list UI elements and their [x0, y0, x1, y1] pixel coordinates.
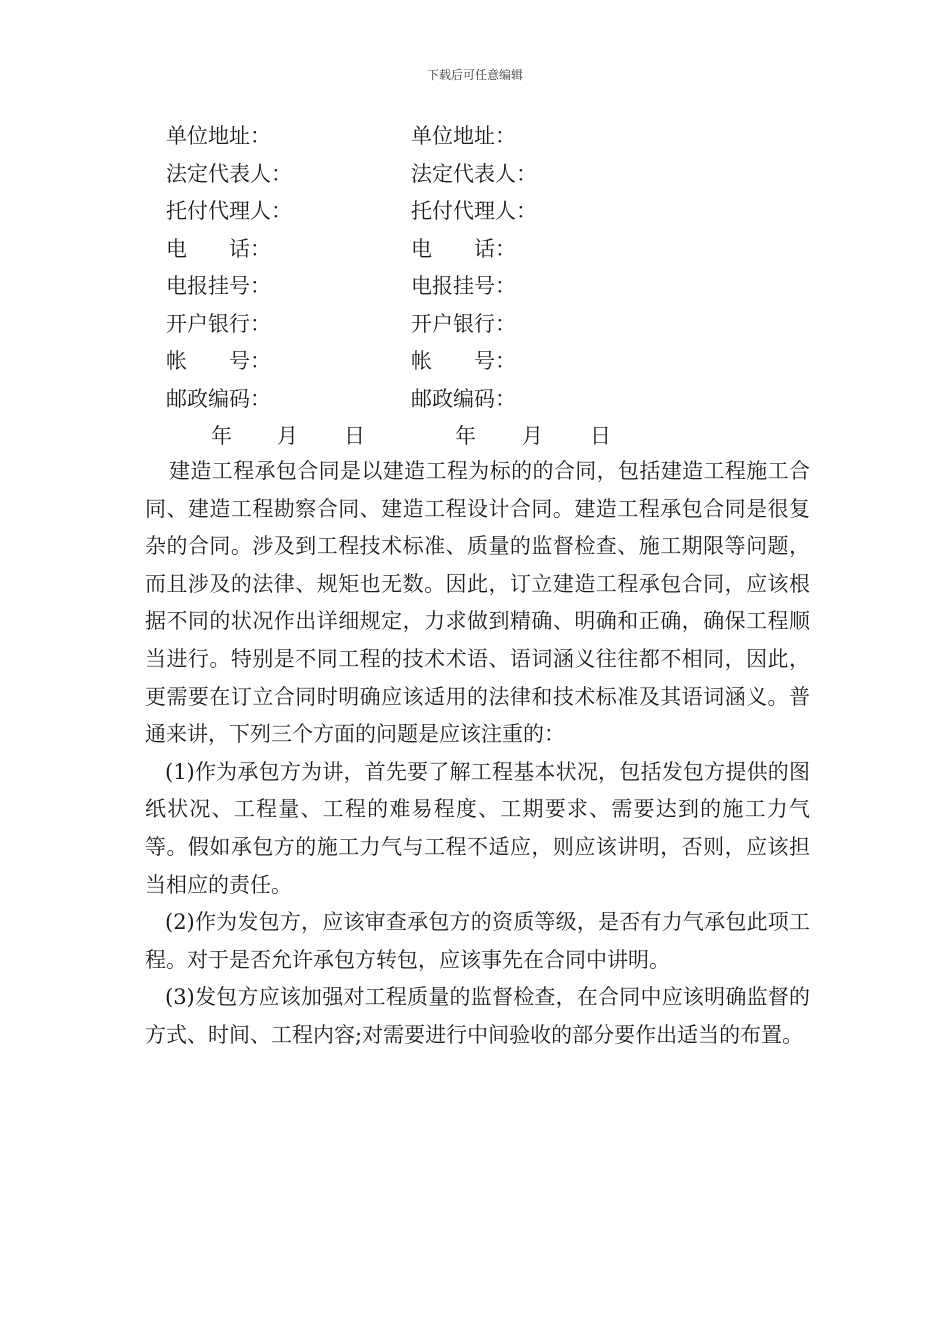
item-paragraph: (1)作为承包方为讲，首先要了解工程基本状况，包括发包方提供的图纸状况、工程量、工程的难易程度、工期要求、需要达到的施工力气等。假如承包方的施工力气与工程不适应，则应该讲明，否则，应该担当相应的责任。 [145, 759, 810, 897]
contract-body [145, 453, 810, 1055]
party-b-label: 电 话： [411, 236, 516, 261]
party-b-label: 邮政编码： [411, 386, 516, 411]
intro-paragraph: 建造工程承包合同是以建造工程为标的的合同，包括建造工程施工合同、建造工程勘察合同、建造工程设计合同。建造工程承包合同是很复杂的合同。涉及到工程技术标准、质量的监督检查、施工期限等问题，而且涉及的法律、规矩也无数。因此，订立建造工程承包合同，应该根据不同的状况作出详细规定，力求做到精确、明确和正确，确保工程顺当进行。特别是不同工程的技术术语、语词涵义往往都不相同，因此，更需要在订立合同时明确应该适用的法律和技术标准及其语词涵义。普通来讲，下列三个方面的问题是应该注重的： [145, 459, 810, 747]
form-row-telegraph [166, 268, 806, 306]
party-b-label: 托付代理人： [411, 199, 537, 223]
header-note: 下载后可任意编辑 [426, 68, 523, 82]
date-row [166, 418, 806, 456]
party-a-label: 托付代理人： [166, 199, 292, 223]
party-a-month: 月 [277, 424, 298, 448]
party-a-label: 帐 号： [166, 349, 271, 373]
party-a-label: 电报挂号： [166, 274, 271, 298]
form-row-account [166, 343, 806, 381]
party-b-label: 电报挂号： [411, 274, 516, 298]
party-b-label: 法定代表人： [411, 161, 537, 186]
form-row-address [166, 118, 806, 156]
form-row-postcode [166, 381, 806, 419]
party-b-label: 开户银行： [411, 311, 516, 336]
party-b-month: 月 [522, 424, 543, 448]
party-a-label: 单位地址： [166, 124, 271, 148]
party-a-label: 开户银行： [166, 311, 271, 336]
contract-party-form [166, 118, 806, 456]
party-a-day: 日 [344, 424, 365, 448]
party-a-label: 电 话： [166, 236, 271, 261]
form-row-legal-rep [166, 156, 806, 194]
party-a-year: 年 [211, 424, 232, 448]
form-row-bank [166, 306, 806, 344]
form-row-phone [166, 231, 806, 269]
party-a-label: 邮政编码： [166, 386, 271, 411]
form-row-agent [166, 193, 806, 231]
party-a-label: 法定代表人： [166, 161, 292, 186]
party-b-day: 日 [590, 424, 611, 448]
item-paragraph: (3)发包方应该加强对工程质量的监督检查，在合同中应该明确监督的方式、时间、工程内容;对需要进行中间验收的部分要作出适当的布置。 [145, 985, 810, 1047]
item-paragraph: (2)作为发包方，应该审查承包方的资质等级，是否有力气承包此项工程。对于是否允许承包方转包，应该事先在合同中讲明。 [145, 910, 810, 972]
party-b-year: 年 [455, 424, 476, 448]
party-b-label: 帐 号： [411, 349, 516, 373]
party-b-label: 单位地址： [411, 124, 516, 148]
